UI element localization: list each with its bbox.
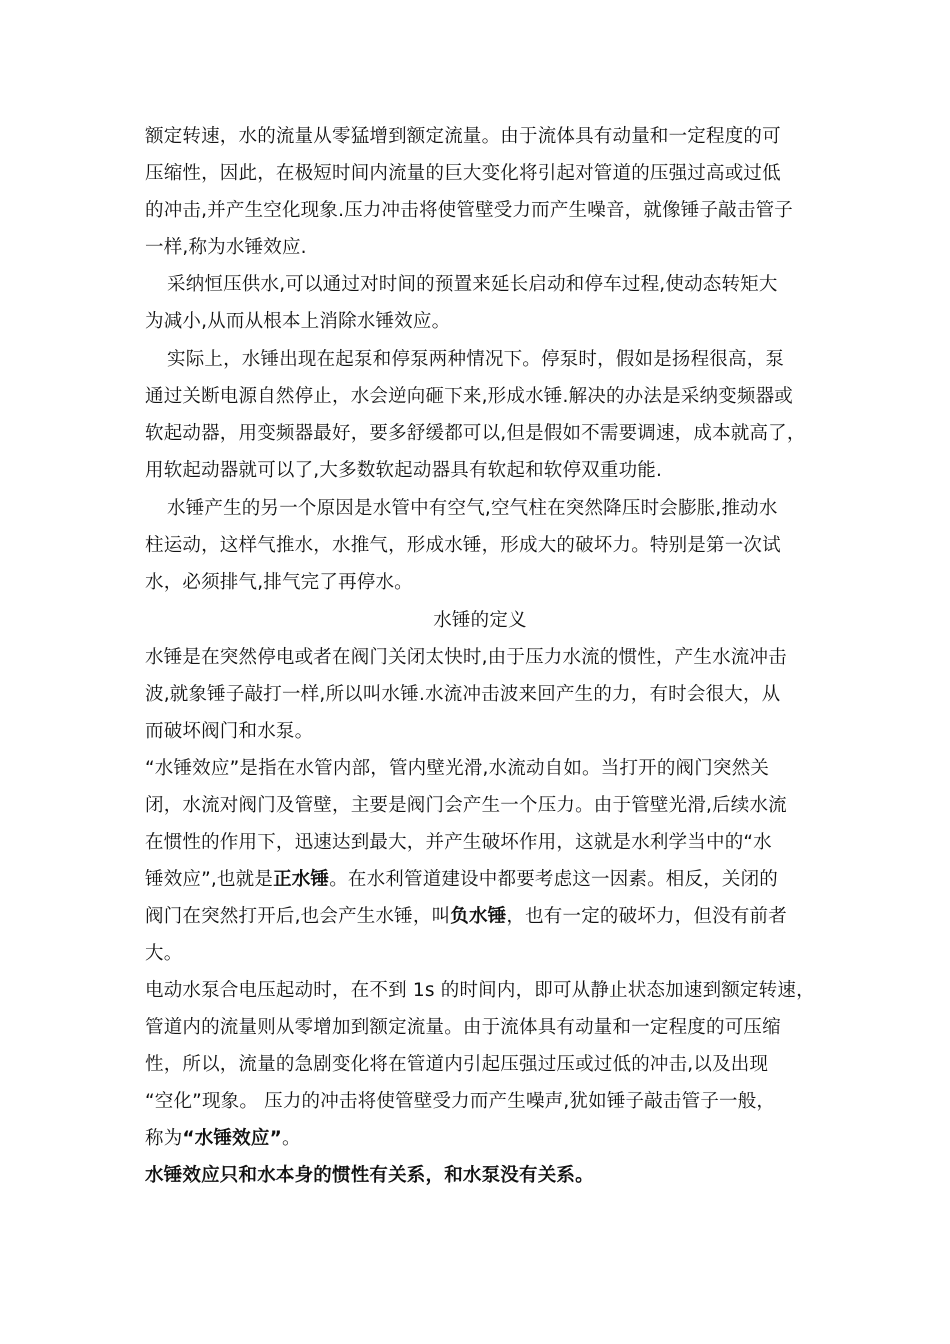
paragraph-6-line-4 xyxy=(145,861,815,898)
paragraph-5 xyxy=(145,639,815,750)
paragraph-5-line-1: 水锤是在突然停电或者在阀门关闭太快时,由于压力水流的惯性，产生水流冲击 xyxy=(145,647,787,668)
paragraph-4-line-1: 水锤产生的另一个原因是水管中有空气,空气柱在突然降压时会膨胀,推动水 xyxy=(167,498,778,519)
paragraph-1-line-2: 压缩性，因此，在极短时间内流量的巨大变化将引起对管道的压强过高或过低 xyxy=(145,163,781,184)
paragraph-6-line-5-a: 阀门在突然打开后,也会产生水锤，叫 xyxy=(145,906,451,927)
paragraph-3-line-3: 软起动器，用变频器最好，要多舒缓都可以,但是假如不需要调速，成本就高了， xyxy=(145,423,806,444)
paragraph-1-line-3: 的冲击,并产生空化现象.压力冲击将使管壁受力而产生噪音，就像锤子敲击管子 xyxy=(145,200,793,221)
paragraph-6-line-4-a: 锤效应”,也就是 xyxy=(145,869,274,890)
section-heading-text: 水锤的定义 xyxy=(433,610,527,631)
paragraph-7-line-4: “空化”现象。 压力的冲击将使管壁受力而产生噪声,犹如锤子敲击管子一般， xyxy=(145,1091,776,1112)
paragraph-6-line-3: 在惯性的作用下，迅速达到最大，并产生破坏作用，这就是水利学当中的“水 xyxy=(145,832,772,853)
term-positive-water-hammer: 正水锤 xyxy=(273,869,330,890)
paragraph-3-line-1: 实际上，水锤出现在起泵和停泵两种情况下。停泵时，假如是扬程很高，泵 xyxy=(167,349,785,370)
paragraph-6-line-2: 闭，水流对阀门及管壁，主要是阀门会产生一个压力。由于管壁光滑,后续水流 xyxy=(145,795,787,816)
conclusion xyxy=(145,1157,815,1194)
paragraph-6 xyxy=(145,750,815,972)
paragraph-4-line-3: 水，必须排气,排气完了再停水。 xyxy=(145,572,413,593)
paragraph-5-line-3: 而破坏阀门和水泵。 xyxy=(145,721,314,742)
paragraph-6-line-6: 大。 xyxy=(145,943,183,964)
paragraph-1-line-1: 额定转速，水的流量从零猛增到额定流量。由于流体具有动量和一定程度的可 xyxy=(145,126,781,147)
paragraph-6-line-5 xyxy=(145,898,815,935)
paragraph-6-line-5-c: ，也有一定的破坏力，但没有前者 xyxy=(506,906,787,927)
paragraph-2-line-1: 采纳恒压供水,可以通过对时间的预置来延长启动和停车过程,使动态转矩大 xyxy=(167,274,778,295)
paragraph-5-line-2: 波,就象锤子敲打一样,所以叫水锤.水流冲击波来回产生的力，有时会很大，从 xyxy=(145,684,781,705)
paragraph-7-line-2: 管道内的流量则从零增加到额定流量。由于流体具有动量和一定程度的可压缩 xyxy=(145,1017,781,1038)
paragraph-6-line-1: “水锤效应”是指在水管内部，管内壁光滑,水流动自如。当打开的阀门突然关 xyxy=(145,758,770,779)
paragraph-4-line-2: 柱运动，这样气推水，水推气，形成水锤，形成大的破坏力。特别是第一次试 xyxy=(145,535,781,556)
conclusion-text: 水锤效应只和水本身的惯性有关系，和水泵没有关系。 xyxy=(145,1165,594,1186)
paragraph-3-line-4: 用软起动器就可以了,大多数软起动器具有软起和软停双重功能. xyxy=(145,460,663,481)
term-water-hammer-effect: “水锤效应” xyxy=(182,1128,282,1149)
paragraph-1 xyxy=(145,118,815,266)
paragraph-1-line-4: 一样,称为水锤效应. xyxy=(145,237,307,258)
paragraph-3 xyxy=(145,341,815,489)
paragraph-7-line-3: 性，所以，流量的急剧变化将在管道内引起压强过压或过低的冲击,以及出现 xyxy=(145,1054,769,1075)
paragraph-4 xyxy=(145,490,815,601)
section-heading xyxy=(145,602,815,639)
paragraph-7 xyxy=(145,972,815,1157)
paragraph-2-line-2: 为减小,从而从根本上消除水锤效应。 xyxy=(145,311,451,332)
paragraph-7-line-5-c: 。 xyxy=(281,1128,301,1149)
paragraph-3-line-2: 通过关断电源自然停止，水会逆向砸下来,形成水锤.解决的办法是采纳变频器或 xyxy=(145,386,793,407)
paragraph-7-line-1: 电动水泵合电压起动时，在不到 1s 的时间内，即可从静止状态加速到额定转速， xyxy=(145,980,815,1001)
term-negative-water-hammer: 负水锤 xyxy=(450,906,507,927)
paragraph-2 xyxy=(145,266,815,340)
paragraph-7-line-5-a: 称为 xyxy=(145,1128,183,1149)
paragraph-7-line-5 xyxy=(145,1120,815,1157)
paragraph-6-line-4-c: 。在水利管道建设中都要考虑这一因素。相反，关闭的 xyxy=(329,869,778,890)
